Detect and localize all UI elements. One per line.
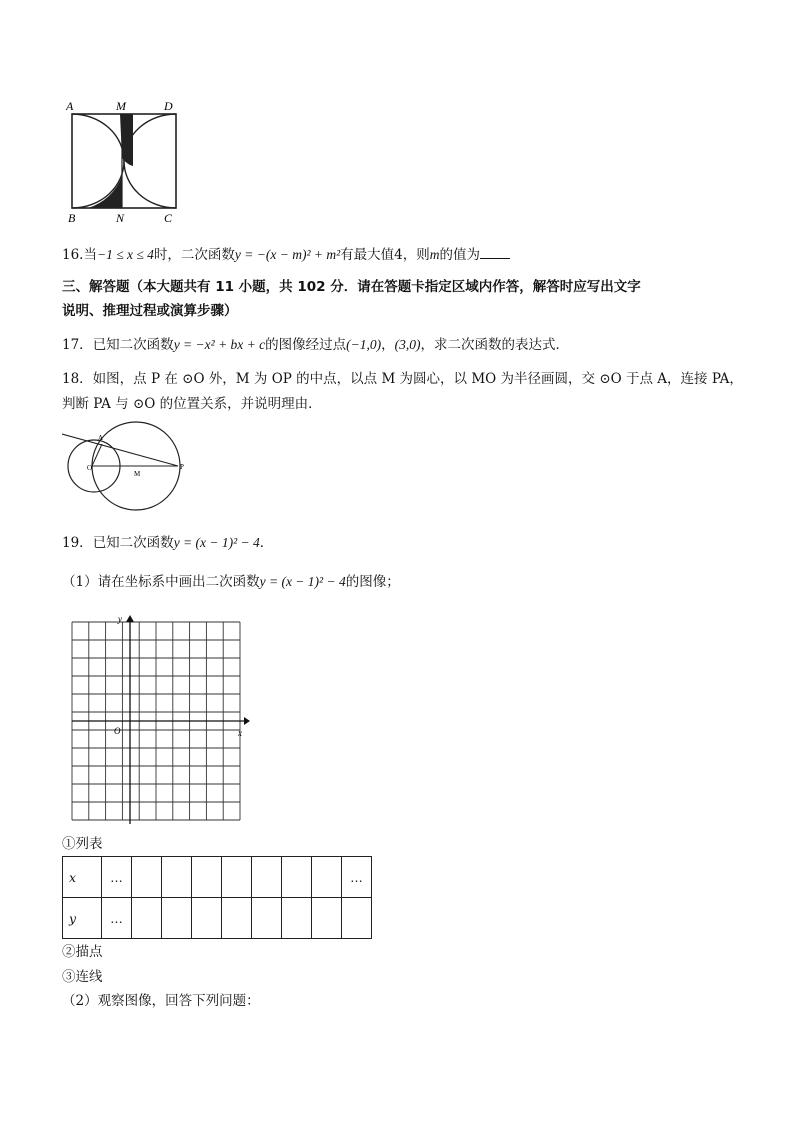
table-cell[interactable] [282,857,312,898]
label-D: D [164,99,173,113]
question-16: 16.当−1 ≤ x ≤ 4时，二次函数y = −(x − m)² + m²有最大值4，则m的值为 [62,244,510,265]
y-axis-arrow [126,615,134,622]
label-M: M [116,99,126,113]
table-row-x [63,857,372,898]
square-figure [58,96,198,226]
step-list-table: ①列表 [62,836,103,852]
table-cell[interactable] [132,898,162,939]
table-cell[interactable] [162,857,192,898]
circles-figure [62,420,212,520]
label-O: O [87,464,93,472]
label-C: C [164,211,173,225]
question-17: 17．已知二次函数y = −x² + bx + c的图像经过点(−1,0)，(3,0)，求二次函数的表达式． [62,337,570,353]
coordinate-grid [62,612,252,830]
value-table [62,856,372,939]
table-cell[interactable] [252,857,282,898]
question-19: 19．已知二次函数y = (x − 1)² − 4． [62,535,274,551]
question-19-part-1: （1）请在坐标系中画出二次函数y = (x − 1)² − 4的图像； [62,574,400,590]
step-plot-points: ②描点 [62,944,103,960]
table-cell[interactable] [342,898,372,939]
row-label-y: y [63,898,102,939]
label-P: P [180,463,184,471]
step-connect: ③连线 [62,969,103,985]
table-cell[interactable] [222,898,252,939]
row-label-x: x [63,857,102,898]
table-cell[interactable] [222,857,252,898]
y-axis-label: y [118,614,122,624]
question-19-part-2: （2）观察图像，回答下列问题： [62,993,260,1009]
question-18-cont: 判断 PA 与 ⊙O 的位置关系，并说明理由． [62,396,322,412]
question-18: 18．如图，点 P 在 ⊙O 外，M 为 OP 的中点，以点 M 为圆心，以 MO 为半径画圆，交 ⊙O 于点 A，连接 PA， [62,371,743,387]
x-axis-label: x [238,728,242,738]
label-M: M [134,470,141,478]
table-cell[interactable] [162,898,192,939]
table-cell[interactable] [312,898,342,939]
table-cell[interactable] [252,898,282,939]
table-cell[interactable] [312,857,342,898]
table-cell[interactable]: … [342,857,372,898]
answer-blank[interactable] [480,244,510,259]
table-row-y [63,898,372,939]
label-B: B [68,211,76,225]
label-N: N [116,211,125,225]
origin-label: O [114,726,121,736]
section-3-heading-cont: 说明、推理过程或演算步骤） [62,303,238,319]
label-A: A [98,434,104,442]
label-A: A [66,99,74,113]
table-cell[interactable] [192,857,222,898]
table-cell[interactable]: … [102,857,132,898]
shaded-bottom [88,176,122,208]
table-cell[interactable] [282,898,312,939]
table-cell[interactable]: … [102,898,132,939]
table-cell[interactable] [192,898,222,939]
section-3-heading: 三、解答题（本大题共有 11 小题，共 102 分．请在答题卡指定区域内作答，解答时应写出文字 [62,279,641,295]
table-cell[interactable] [132,857,162,898]
x-axis-arrow [244,717,250,725]
